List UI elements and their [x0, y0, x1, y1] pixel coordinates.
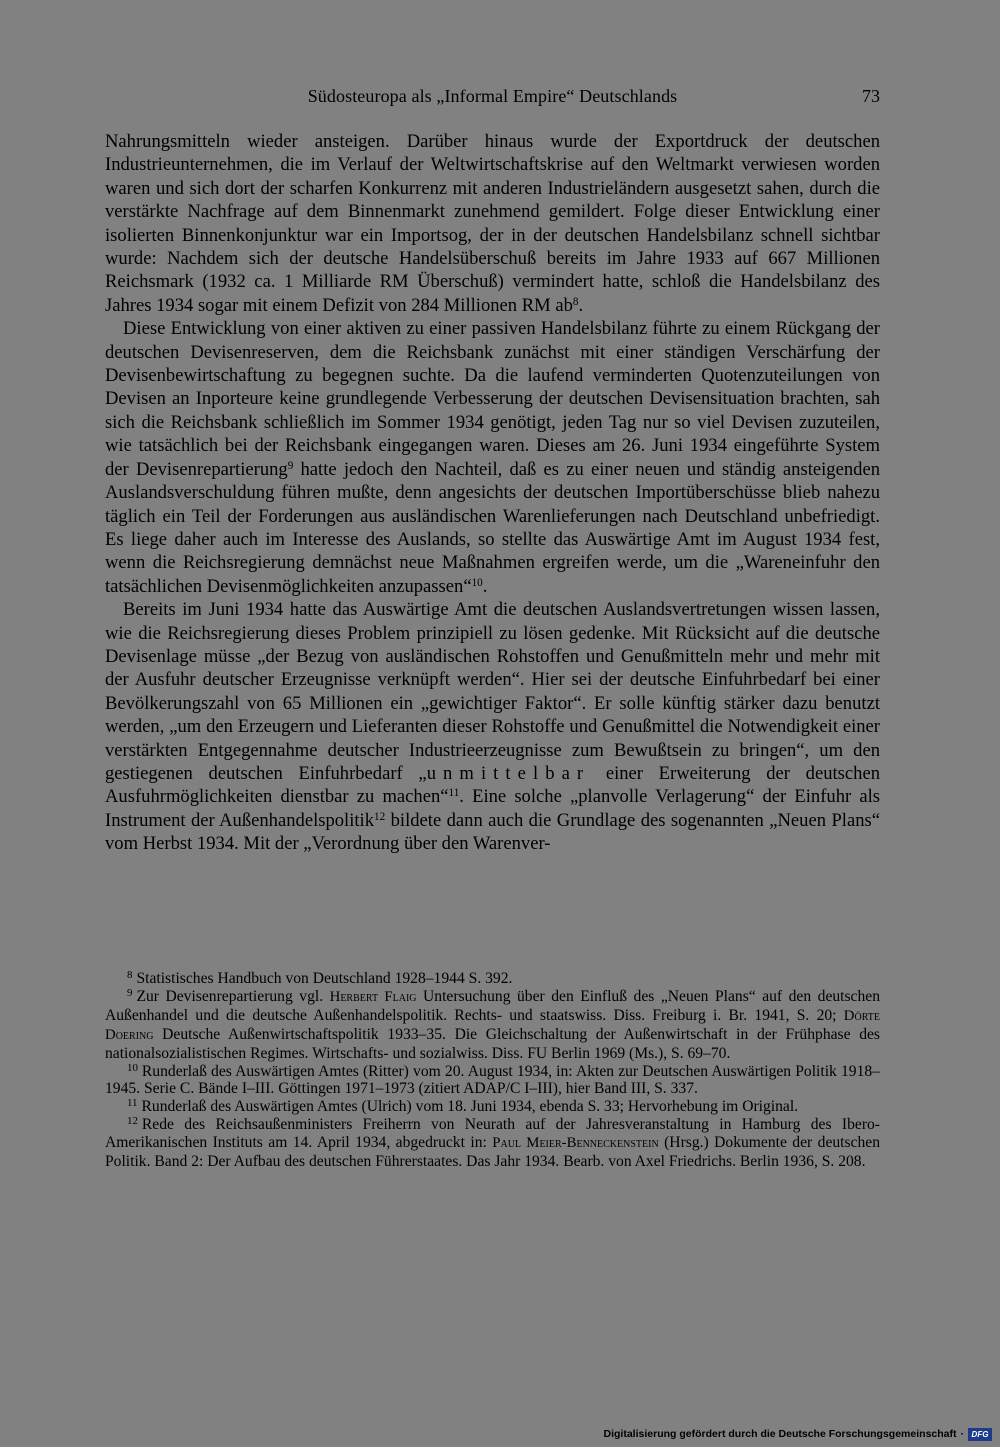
paragraph-2-text-a: Diese Entwicklung von einer aktiven zu einer passiven Handelsbilanz führte zu einem Rückgang der deutschen Devisenreserven, dem die Reichsbank zunächst mit einer ständigen Verschärfung der Devisenbewirtschaftung zu begegnen suchte. Da die laufend verminderten Quotenzuteilungen von Devisen an Inporteure keine grundlegende Verbesserung der deutschen Devisensituation brachten, sah sich die Reichsbank schließlich im Sommer 1934 genötigt, jeden Tag nur so viel Devisen zuzuteilen, wie tatsächlich bei der Reichsbank eingegangen waren. Dieses am 26. Juni 1934 eingeführte System der Devisenrepartierung: [105, 318, 880, 480]
footnote-9: [105, 988, 880, 1063]
footnote-text: (Hrsg.) Dokumente der deutschen Politik. Band 2: Der Aufbau des deutschen Führerstaates. Das Jahr 1934. Bearb. von Axel Friedrichs. Berlin 1936, S. 208.: [105, 1134, 880, 1171]
digitization-credit: [604, 1425, 992, 1443]
paragraph-3-text-c: . Eine solche „planvolle Verlagerung“ der Einfuhr als Instrument der Außenhandelspolitik: [105, 786, 880, 831]
footnote-text: Statistisches Handbuch von Deutschland 1928–1944 S. 392.: [136, 970, 513, 987]
paragraph-1-end: .: [578, 294, 584, 316]
footnote-text: Runderlaß des Auswärtigen Amtes (Ritter) vom 20. August 1934, in: Akten zur Deutschen Auswärtigen Politik 1918–1945. Serie C. Bände I–III. Göttingen 1971–1973 (zitiert ADAP/C I–III), hier Band III, S. 337.: [105, 1062, 880, 1098]
dfg-logo-icon: DFG: [968, 1428, 992, 1441]
paragraph-3-text-b: einer Erweiterung der deutschen Ausfuhrmöglichkeiten dienstbar zu machen“: [105, 762, 881, 808]
footnote-number: 10: [127, 1061, 138, 1074]
footnote-number: 12: [127, 1115, 138, 1128]
footnote-number: 11: [127, 1097, 138, 1110]
footnote-ref-8[interactable]: 8: [572, 295, 579, 308]
paragraph-3-text-d: bildete dann auch die Grundlage des sogenannten „Neuen Plans“ vom Herbst 1934. Mit der „Verordnung über den Warenver-: [105, 809, 880, 855]
paragraph-3: [105, 598, 880, 855]
credit-separator: ·: [960, 1428, 964, 1440]
paragraph-2: [105, 317, 880, 598]
footnote-number: 9: [127, 987, 133, 999]
footnote-ref-10[interactable]: 10: [471, 576, 483, 589]
emphasis-spaced: unmittelbar: [426, 762, 591, 784]
paragraph-1-text: Nahrungsmitteln wieder ansteigen. Darüber hinaus wurde der Exportdruck der deutschen Industrieunternehmen, die im Verlauf der Weltwirtschaftskrise auf den Weltmarkt verwiesen worden waren und sich dort der scharfen Konkurrenz mit anderen Industrieländern ausgesetzt sahen, durch die verstärkte Nachfrage auf dem Binnenmarkt zunehmend gemildert. Folge dieser Entwicklung einer isolierten Binnenkonjunktur war ein Importsog, der in der deutschen Handelsbilanz schnell sichtbar wurde: Nachdem sich der deutsche Handelsüberschuß bereits im Jahre 1933 auf 667 Millionen Reichsmark (1932 ca. 1 Milliarde RM Überschuß) vermindert hatte, schloß die Handelsbilanz des Jahres 1934 sogar mit einem Defizit von 284 Millionen RM ab: [105, 131, 880, 316]
footnote-text: Deutsche Außenwirtschaftspolitik 1933–35. Die Gleichschaltung der Außenwirtschaft in der Frühphase des nationalsozialistischen Regimes. Wirtschafts- und sozialwiss. Diss. FU Berlin 1969 (Ms.), S. 69–70.: [105, 1025, 880, 1062]
footnotes: [105, 970, 880, 1171]
footnote-ref-11[interactable]: 11: [448, 787, 460, 800]
page-number: 73: [862, 86, 880, 106]
footnote-ref-9[interactable]: 9: [287, 459, 294, 472]
footnote-ref-12[interactable]: 12: [374, 810, 386, 823]
page-header: [105, 86, 880, 116]
author-name: Dörte Doering: [105, 1007, 880, 1043]
body-text: [105, 130, 880, 856]
footnote-8: [105, 970, 880, 988]
footnote-12: [105, 1116, 880, 1171]
paragraph-2-text-b: hatte jedoch den Nachteil, daß es zu einer neuen und ständig ansteigenden Auslandsverschuldung führen mußte, denn angesichts der deutschen Importüberschüsse blieb nahezu täglich ein Teil der Forderungen aus ausländischen Warenlieferungen nach Deutschland unbefriedigt. Es liege daher auch im Interesse des Auslands, so stellte das Auswärtige Amt im August 1934 fest, wenn die Reichsregierung demnächst neue Maßnahmen ergreifen werde, um die „Wareneinfuhr den tatsächlichen Devisenmöglichkeiten anzupassen“: [105, 458, 880, 597]
paragraph-1: [105, 130, 880, 317]
footnote-text: Runderlaß des Auswärtigen Amtes (Ulrich) vom 18. Juni 1934, ebenda S. 33; Hervorhebung im Original.: [141, 1098, 799, 1116]
footnote-text: Untersuchung über den Einfluß des „Neuen Plans“ auf den deutschen Außenhandel und die deutsche Außenhandelspolitik. Rechts- und staatswiss. Diss. Freiburg i. Br. 1941, S. 20;: [105, 987, 880, 1024]
footnote-text: Zur Devisenrepartierung vgl.: [136, 987, 330, 1005]
paragraph-3-text-a: Bereits im Juni 1934 hatte das Auswärtige Amt die deutschen Auslandsvertretungen wissen lassen, wie die Reichsregierung dieses Problem prinzipiell zu lösen gedenke. Mit Rücksicht auf die deutsche Devisenlage müsse „der Bezug von ausländischen Rohstoffen und Genußmitteln mehr und mehr mit der Ausfuhr deutscher Erzeugnisse verknüpft werden“. Hier sei der deutsche Einfuhrbedarf bei einer Bevölkerungszahl von 65 Millionen ein „gewichtiger Faktor“. Er solle künftig stärker dazu benutzt werden, „um den Erzeugern und Lieferanten dieser Rohstoffe und Genußmittel die Notwendigkeit einer verstärkten Entgegennahme deutscher Industrieerzeugnisse zum Bewußtsein zu bringen“, um den gestiegenen deutschen Einfuhrbedarf „: [105, 599, 880, 784]
footnote-11: [105, 1098, 880, 1116]
footnote-number: 8: [127, 969, 133, 982]
footnote-text: Rede des Reichsaußenministers Freiherrn von Neurath auf der Jahresveranstaltung in Hamburg des Ibero-Amerikanischen Instituts am 14. April 1934, abgedruckt in:: [105, 1116, 880, 1152]
running-title: Südosteuropa als „Informal Empire“ Deutschlands: [307, 86, 678, 106]
credit-text: Digitalisierung gefördert durch die Deutsche Forschungsgemeinschaft: [603, 1428, 957, 1440]
author-name: Herbert Flaig: [329, 988, 417, 1005]
author-name: Paul Meier-Benneckenstein: [492, 1135, 659, 1152]
footnote-10: [105, 1063, 880, 1099]
paragraph-2-end: .: [482, 575, 488, 597]
